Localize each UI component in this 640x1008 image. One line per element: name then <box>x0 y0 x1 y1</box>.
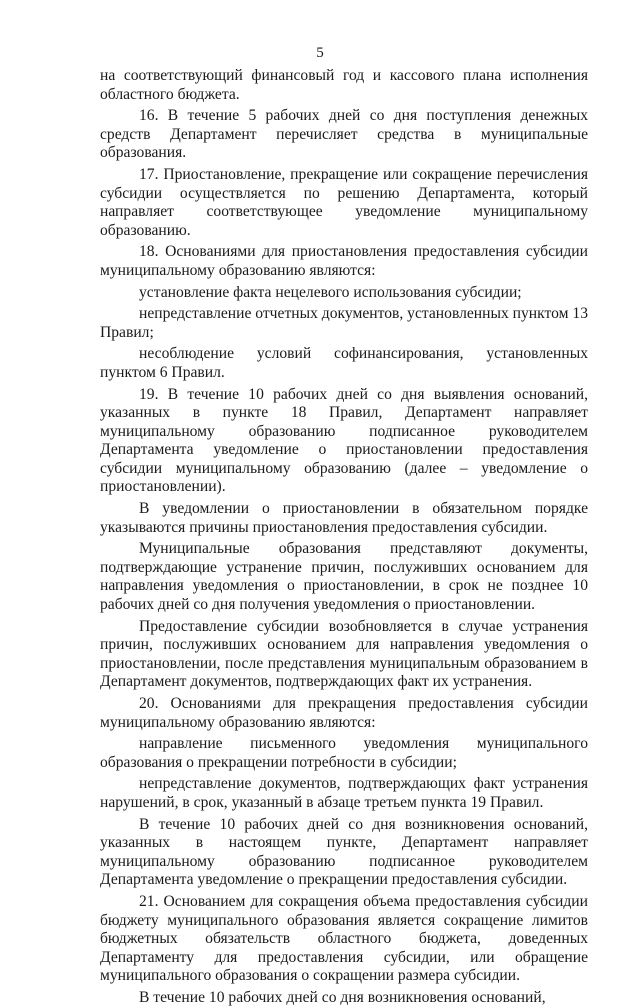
paragraph-item-20-ground-2: непредставление документов, подтверждающих факт устранения нарушений, в срок, указанный в абзаце третьем пункта 19 Правил. <box>100 775 588 811</box>
paragraph-item-18-ground-3: несоблюдение условий софинансирования, установленных пунктом 6 Правил. <box>100 345 588 381</box>
paragraph-item-19-documents: Муниципальные образования представляют документы, подтверждающие устранение причин, послуживших основанием для направления уведомления о приостановлении, в срок не позднее 10 рабочих дней со дня получения уведомления о приостановлении. <box>100 540 588 614</box>
paragraph-item-18: 18. Основаниями для приостановления предоставления субсидии муниципальному образованию являются: <box>100 243 588 279</box>
paragraph-continuation: на соответствующий финансовый год и кассового плана исполнения областного бюджета. <box>100 67 588 103</box>
paragraph-item-18-ground-2: непредставление отчетных документов, установленных пунктом 13 Правил; <box>100 305 588 341</box>
paragraph-item-19-resumption: Предоставление субсидии возобновляется в случае устранения причин, послуживших основанием для направления уведомления о приостановлении, после представления муниципальным образованием в Департамент документов, подтверждающих факт их устранения. <box>100 617 588 691</box>
paragraph-item-21-notice: В течение 10 рабочих дней со дня возникновения оснований, <box>139 988 546 1006</box>
paragraph-item-19: 19. В течение 10 рабочих дней со дня выявления оснований, указанных в пункте 18 Правил, Департамент направляет муниципальному образованию подписанное руководителем Департамента уведомление о приостановлении предоставления субсидии муниципальному образованию (далее – уведомление о приостановлении). <box>100 385 588 496</box>
paragraph-item-18-ground-1: установление факта нецелевого использования субсидии; <box>139 283 522 301</box>
paragraph-item-20-ground-1: направление письменного уведомления муниципального образования о прекращении потребности в субсидии; <box>100 735 588 771</box>
paragraph-item-20-notice: В течение 10 рабочих дней со дня возникновения оснований, указанных в настоящем пункте, Департамент направляет муниципальному образованию подписанное руководителем Департамента уведомление о прекращении предоставления субсидии. <box>100 815 588 889</box>
paragraph-item-19-notice-content: В уведомлении о приостановлении в обязательном порядке указываются причины приостановления предоставления субсидии. <box>100 500 588 536</box>
document-body <box>100 67 588 1008</box>
paragraph-item-17: 17. Приостановление, прекращение или сокращение перечисления субсидии осуществляется по решению Департамента, который направляет соответствующее уведомление муниципальному образованию. <box>100 165 588 239</box>
paragraph-item-21: 21. Основанием для сокращения объема предоставления субсидии бюджету муниципального образования является сокращение лимитов бюджетных обязательств областного бюджета, доведенных Департаменту для предоставления субсидии, или обращение муниципального образования о сокращении размера субсидии. <box>100 892 588 985</box>
paragraph-item-20: 20. Основаниями для прекращения предоставления субсидии муниципальному образованию являются: <box>100 695 588 731</box>
paragraph-item-16: 16. В течение 5 рабочих дней со дня поступления денежных средств Департамент перечисляет средства в муниципальные образования. <box>100 107 588 162</box>
page-number: 5 <box>316 45 324 61</box>
